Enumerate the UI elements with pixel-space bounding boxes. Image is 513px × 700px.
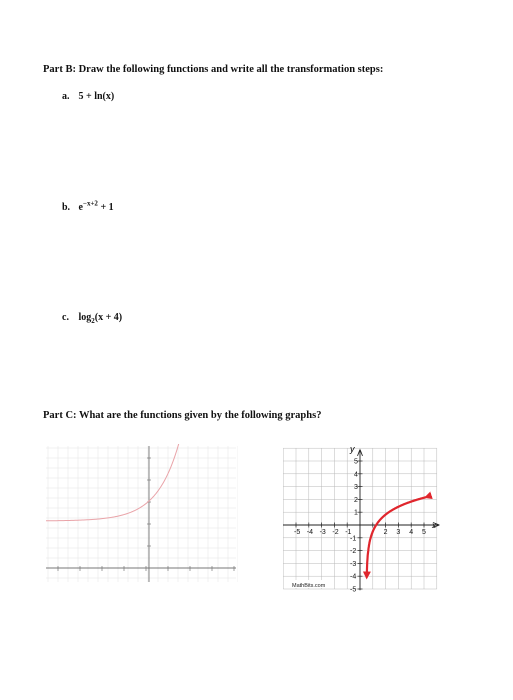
y-axis-label: y xyxy=(350,444,355,454)
part-b-item-c xyxy=(62,312,122,323)
right-y-tick-label: 5 xyxy=(354,458,358,466)
right-y-tick-label: -5 xyxy=(350,586,357,594)
watermark: MathBits.com xyxy=(292,583,326,589)
item-b-tail: + 1 xyxy=(97,202,114,213)
right-y-tick-label: -4 xyxy=(350,573,357,581)
item-a-expression: 5 + ln(x) xyxy=(78,91,115,102)
right-grid xyxy=(283,448,439,590)
item-b-exponent: −x+2 xyxy=(82,199,98,208)
right-y-tick-label: -2 xyxy=(350,548,357,556)
right-x-tick-label: -4 xyxy=(306,529,314,536)
x-axis-label: x xyxy=(432,521,436,530)
item-c-argument: (x + 4) xyxy=(94,312,123,323)
right-x-tick-label: -2 xyxy=(332,529,339,536)
item-b-label: b. xyxy=(62,202,71,213)
right-y-tick-label: -3 xyxy=(350,560,357,568)
right-x-tick-label: 5 xyxy=(422,529,426,536)
right-x-tick-label: 4 xyxy=(409,529,414,536)
right-x-tick-label: 3 xyxy=(396,529,401,536)
graph-right xyxy=(283,440,448,600)
right-x-tick-label: 2 xyxy=(383,529,388,536)
right-y-tick-label: 3 xyxy=(354,484,358,492)
right-x-tick-label: -1 xyxy=(345,529,352,536)
item-c-prefix: log xyxy=(78,312,92,323)
right-x-tick-label: -5 xyxy=(294,529,301,536)
item-c-subscript: 2 xyxy=(91,317,95,325)
right-curve xyxy=(367,497,426,577)
part-c-heading: Part C: What are the functions given by the following graphs? xyxy=(43,410,322,421)
part-b-item-b xyxy=(62,199,114,213)
right-x-tick-label: -3 xyxy=(319,529,326,536)
left-grid xyxy=(46,446,238,582)
part-b-heading: Part B: Draw the following functions and write all the transformation steps: xyxy=(43,64,384,75)
right-y-tick-label: -1 xyxy=(350,535,357,543)
item-c-label: c. xyxy=(62,312,69,323)
item-a-label: a. xyxy=(62,91,70,102)
graph-left xyxy=(44,444,238,584)
right-y-tick-label: 4 xyxy=(354,471,358,479)
item-b-base: e xyxy=(78,202,83,213)
part-b-item-a xyxy=(62,91,114,102)
right-y-tick-label: 2 xyxy=(354,496,358,504)
right-y-tick-label: 1 xyxy=(354,509,358,517)
